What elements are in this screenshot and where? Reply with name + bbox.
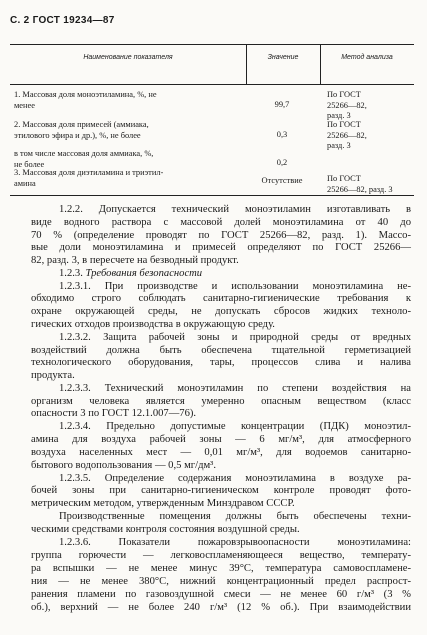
cell-value: 0,2 xyxy=(276,158,288,167)
paragraph-line: 1.2.2. Допускается технический моноэтиламин изготавливать в xyxy=(59,204,411,215)
cell-method-line: 25266—82, разд. 3 xyxy=(327,184,393,194)
paragraph-line: ния — не менее 380°С, нижний концентрационный предел распрост- xyxy=(31,576,411,587)
paragraph-line: виде водного раствора с массовой долей моноэтиламина от 40 до xyxy=(31,217,411,228)
cell-method-line: разд. 3 xyxy=(327,141,351,150)
paragraph-line: метрическим методом, утвержденным Минздравом СССР. xyxy=(31,498,295,509)
cell-method xyxy=(327,120,413,152)
paragraph-line: ра вспышки — не менее минус 39°С, температура самовоспламене- xyxy=(31,563,411,574)
table-bottom-rule xyxy=(10,195,414,196)
paragraph-line: об.), верхний — не более 240 г/м³ (12 % об.). При взаимодействии xyxy=(31,602,411,613)
cell-name-line: 3. Массовая доля диэтиламина и триэтил- xyxy=(14,168,164,177)
col-header-name: Наименование показателя xyxy=(83,54,173,61)
cell-method xyxy=(327,174,413,195)
section-number: 1.2.3. xyxy=(59,268,83,279)
cell-method-line: разд. 3 xyxy=(327,111,351,120)
cell-value: 0,3 xyxy=(276,130,288,139)
requirements-table xyxy=(10,44,414,196)
cell-name-line: не более xyxy=(14,159,45,169)
paragraph-line: продукта. xyxy=(31,370,75,381)
paragraph-line: опасности 3 по ГОСТ 12.1.007—76). xyxy=(31,408,197,419)
cell-method-line: По ГОСТ xyxy=(327,120,361,129)
cell-method-line: По ГОСТ xyxy=(327,90,361,99)
cell-value: Отсутствие xyxy=(261,176,303,185)
paragraph-line: Производственные помещения должны быть обеспечены техни- xyxy=(59,511,411,522)
paragraph-line: 82, разд. 3, в пересчете на безводный продукт. xyxy=(31,255,239,266)
paragraph-line: группа горючести — легковоспламеняющееся вещество, температу- xyxy=(31,550,411,561)
paragraph-line: 1.2.3.4. Предельно допустимые концентрации (ПДК) моноэтил- xyxy=(59,421,411,432)
paragraph-line: 1.2.3.5. Определение содержания моноэтиламина в воздухе ра- xyxy=(59,473,411,484)
paragraph-line: 1.2.3.2. Защита рабочей зоны и природной среды от вредных xyxy=(59,332,411,343)
section-title: Требования безопасности xyxy=(85,268,203,279)
paragraph-line: воздуха населенных мест — 0,01 мг/м³, для водоемов санитарно- xyxy=(31,447,411,458)
cell-name-line: 1. Массовая доля моноэтиламина, %, не xyxy=(14,90,157,99)
paragraph-line: охране окружающей среды, не допускать сбросов жидких техноло- xyxy=(31,306,411,317)
paragraph-line: технологического оборудования, тары, процессов слива и налива xyxy=(31,357,411,368)
paragraph-line: организм человека является умеренно опасным веществом (класс xyxy=(31,396,411,407)
table-row xyxy=(14,168,242,189)
paragraph-line: бочей зоны при санитарно-гигиеническом контроле проводят фото- xyxy=(31,485,411,496)
paragraph-line: обходимо строго соблюдать санитарно-гигиенические требования к xyxy=(31,293,411,304)
cell-name-line: этилового эфира и др.), %, не более xyxy=(14,130,141,140)
table-col-divider xyxy=(320,44,321,84)
table-top-rule xyxy=(10,44,414,45)
table-row xyxy=(14,149,242,170)
cell-value: 99,7 xyxy=(274,100,290,109)
paragraph-line: 1.2.3.6. Показатели пожаровзрывоопасности моноэтиламина: xyxy=(59,537,411,548)
cell-name-line: амина xyxy=(14,178,36,188)
table-row xyxy=(14,90,242,111)
col-header-value: Значение xyxy=(267,54,299,61)
cell-method xyxy=(327,90,413,122)
paragraph-line: ранения пламени по газовоздушной смеси — не менее 60 г/м³ (3 % xyxy=(31,589,411,600)
cell-method-line: 25266—82, xyxy=(327,100,367,110)
paragraph-line: вые доли моноэтиламина и примесей определяют по ГОСТ 25266— xyxy=(31,242,411,253)
cell-name-line: в том числе массовая доля аммиака, %, xyxy=(14,149,154,158)
paragraph-line: амина для воздуха рабочей зоны — 6 мг/м³, для атмосферного xyxy=(31,434,411,445)
section-heading xyxy=(59,268,411,280)
table-header-rule xyxy=(10,84,414,85)
cell-method-line: По ГОСТ xyxy=(327,174,361,183)
paragraph-line: ческими средствами контроля состояния воздушной среды. xyxy=(31,524,300,535)
paragraph-line: 1.2.3.3. Технический моноэтиламин по степени воздействия на xyxy=(59,383,411,394)
paragraph-line: гических отходов производства в окружающую среду. xyxy=(31,319,275,330)
cell-method-line: 25266—82, xyxy=(327,130,367,140)
paragraph-line: бытового водопользования — 0,5 мг/дм³. xyxy=(31,460,216,471)
table-col-divider xyxy=(246,44,247,84)
col-header-method: Метод анализа xyxy=(341,54,393,61)
paragraph-line: 70 % (определение проводят по ГОСТ 25266—82, разд. 1). Массо- xyxy=(31,230,411,241)
cell-name-line: 2. Массовая доля примесей (аммиака, xyxy=(14,120,149,129)
paragraph-line: 1.2.3.1. При производстве и использовании моноэтиламина не- xyxy=(59,281,411,292)
page-header: С. 2 ГОСТ 19234—87 xyxy=(10,15,115,26)
paragraph-line: воздействий должна быть обеспечена тщательной герметизацией xyxy=(31,345,411,356)
table-row xyxy=(14,120,242,141)
cell-name-line: менее xyxy=(14,100,35,110)
